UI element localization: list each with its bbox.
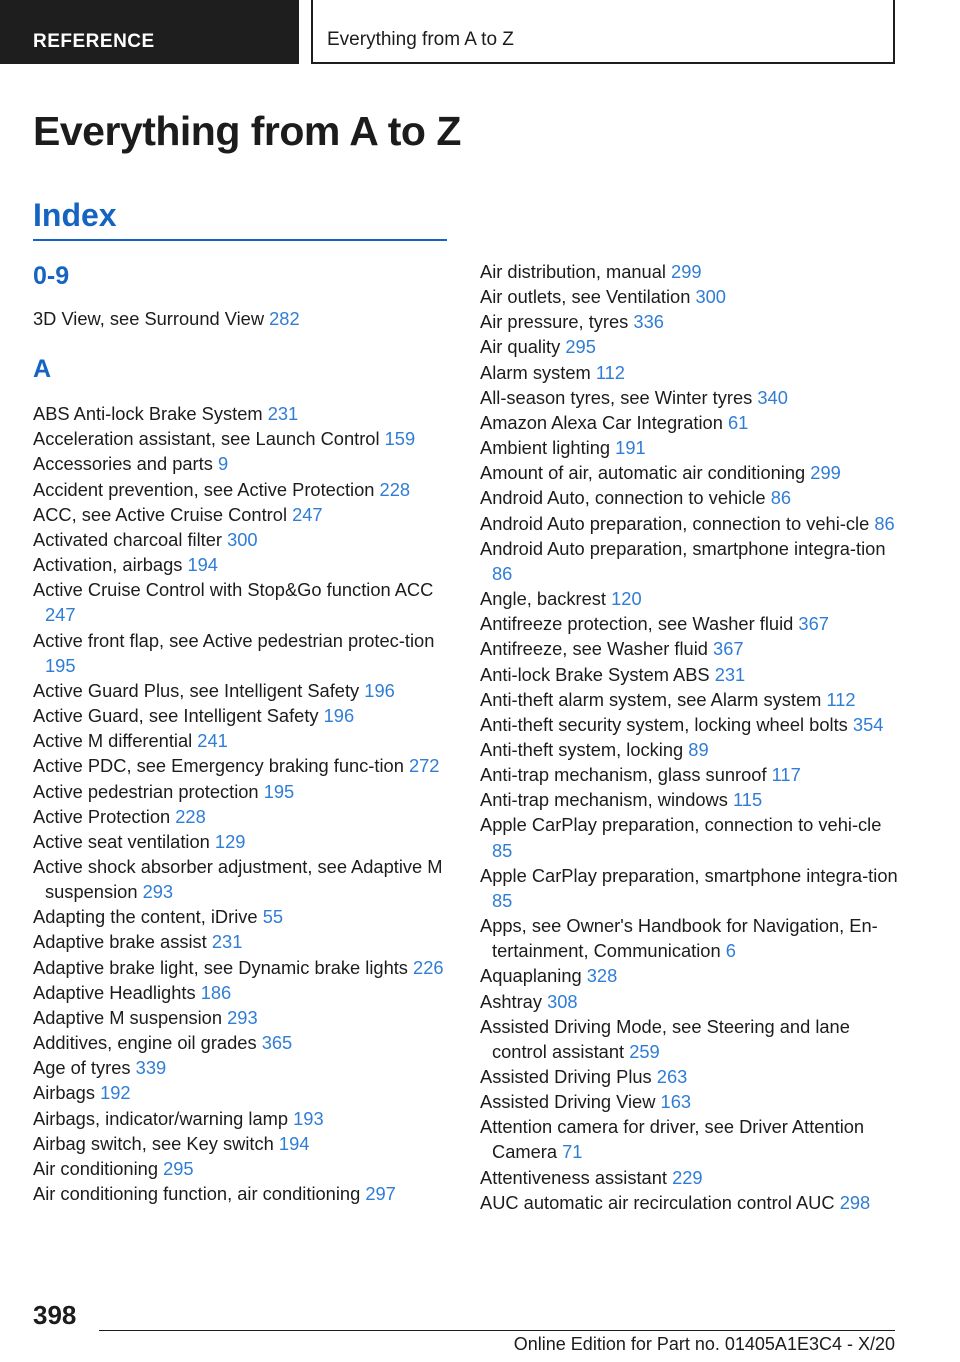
page-reference-link[interactable]: 241 xyxy=(197,730,228,752)
page-reference-link[interactable]: 365 xyxy=(261,1032,293,1054)
index-entry-text: Apple CarPlay preparation, connection to vehi-cle xyxy=(480,814,882,836)
index-entry-text: Active Protection xyxy=(33,805,171,827)
index-entry xyxy=(480,787,900,812)
page-reference-link[interactable]: 328 xyxy=(586,965,618,987)
page-title: Everything from A to Z xyxy=(33,108,461,154)
page-reference-link[interactable]: 298 xyxy=(839,1191,871,1213)
page-reference-link[interactable]: 192 xyxy=(100,1082,131,1104)
index-entry xyxy=(33,1156,453,1181)
index-entry xyxy=(480,485,900,510)
index-entry-text: Attention camera for driver, see Driver Attention Camera xyxy=(480,1116,865,1163)
index-entry xyxy=(33,1055,453,1080)
footer-divider xyxy=(99,1330,895,1331)
index-entry-text: Android Auto, connection to vehicle xyxy=(480,487,766,509)
index-entry xyxy=(33,703,453,728)
index-entry-text: Accident prevention, see Active Protection xyxy=(33,478,375,500)
index-entry-text: AUC automatic air recirculation control AUC xyxy=(480,1191,835,1213)
index-entry-text: Activation, airbags xyxy=(33,554,183,576)
index-entry xyxy=(480,863,900,913)
index-entry-text: Active front flap, see Active pedestrian protec-tion xyxy=(33,629,435,651)
page-reference-link[interactable]: 196 xyxy=(364,679,395,701)
index-entry-text: Air distribution, manual xyxy=(480,261,666,282)
index-entry xyxy=(33,728,453,753)
page-reference-link[interactable]: 9 xyxy=(217,453,229,475)
index-entry xyxy=(480,284,900,309)
index-entry-text: Antifreeze protection, see Washer fluid xyxy=(480,613,794,635)
page-reference-link[interactable]: 163 xyxy=(660,1091,692,1113)
section-title-index: Index xyxy=(33,197,117,233)
index-entry xyxy=(480,712,900,737)
index-entry xyxy=(480,1190,900,1215)
index-entry-text: Assisted Driving Mode, see Steering and lane control assistant xyxy=(480,1015,850,1062)
index-entry-text: Active M differential xyxy=(33,730,193,752)
index-entry-text: All-season tyres, see Winter tyres xyxy=(480,386,753,408)
index-entry-text: Angle, backrest xyxy=(480,588,607,610)
page-reference-link[interactable]: 308 xyxy=(547,990,578,1012)
page-reference-link[interactable]: 85 xyxy=(492,889,513,911)
page-reference-link[interactable]: 6 xyxy=(725,940,736,962)
index-entry xyxy=(33,804,453,829)
index-entry-text: Attentiveness assistant xyxy=(480,1166,667,1188)
index-entry-text: Active Guard Plus, see Intelligent Safety xyxy=(33,679,360,701)
index-entry xyxy=(33,552,453,577)
index-entry-text: Age of tyres xyxy=(33,1057,131,1079)
index-entry xyxy=(33,426,453,451)
section-divider xyxy=(33,239,447,241)
index-entry-text: Adaptive M suspension xyxy=(33,1006,223,1028)
index-entry xyxy=(33,1080,453,1105)
index-entry-text: Adaptive brake assist xyxy=(33,931,207,953)
index-entry xyxy=(480,737,900,762)
page-reference-link[interactable]: 71 xyxy=(562,1141,583,1163)
index-entry-text: Adapting the content, iDrive xyxy=(33,906,258,928)
index-entry xyxy=(480,360,900,385)
index-entry xyxy=(480,913,900,963)
index-entry-text: Active Cruise Control with Stop&Go function ACC xyxy=(33,579,434,601)
index-entry-text: Assisted Driving View xyxy=(480,1091,656,1113)
index-entry-text: Active PDC, see Emergency braking func-tion xyxy=(33,755,404,777)
index-entry-text: Ambient lighting xyxy=(480,437,611,459)
index-entry xyxy=(33,779,453,804)
index-entry xyxy=(480,1089,900,1114)
index-entry-text: Ashtray xyxy=(480,990,542,1012)
page-reference-link[interactable]: 299 xyxy=(810,462,841,484)
index-column-right xyxy=(480,259,900,1215)
index-entry xyxy=(33,1181,453,1206)
page-reference-link[interactable]: 295 xyxy=(565,336,596,358)
index-entry xyxy=(33,929,453,954)
index-entry-text: Alarm system xyxy=(480,361,591,383)
index-entry xyxy=(33,527,453,552)
index-entry xyxy=(480,1064,900,1089)
index-entry-text: Anti-theft system, locking xyxy=(480,738,684,760)
page-reference-link[interactable]: 120 xyxy=(611,588,642,610)
index-entry xyxy=(480,1114,900,1164)
index-entry-text: ACC, see Active Cruise Control xyxy=(33,503,287,525)
index-entry xyxy=(480,460,900,485)
index-entry-text: Airbags xyxy=(33,1082,95,1104)
index-entry xyxy=(480,511,900,536)
index-entry xyxy=(33,306,453,331)
page-reference-link[interactable]: 55 xyxy=(262,906,284,928)
index-entry-text: Active seat ventilation xyxy=(33,830,210,852)
index-entry xyxy=(33,829,453,854)
page-reference-link[interactable]: 129 xyxy=(214,830,246,852)
page-reference-link[interactable]: 228 xyxy=(379,478,411,500)
index-entry-text: Air conditioning function, air conditioning xyxy=(33,1183,361,1204)
page-reference-link[interactable]: 195 xyxy=(45,654,76,676)
page-reference-link[interactable]: 231 xyxy=(211,931,243,953)
index-entry-text: Airbag switch, see Key switch xyxy=(33,1132,274,1154)
index-entry-text: Active Guard, see Intelligent Safety xyxy=(33,705,319,727)
index-entry xyxy=(480,1014,900,1064)
index-entry-text: Antifreeze, see Washer fluid xyxy=(480,638,708,660)
index-entry xyxy=(33,502,453,527)
page-reference-link[interactable]: 231 xyxy=(267,403,299,425)
index-entry xyxy=(480,611,900,636)
index-entry xyxy=(33,678,453,703)
index-entry-text: Air conditioning xyxy=(33,1157,158,1179)
index-entry xyxy=(33,477,453,502)
index-entry-text: Adaptive brake light, see Dynamic brake lights xyxy=(33,956,408,978)
page-reference-link[interactable]: 263 xyxy=(656,1066,688,1087)
page-reference-link[interactable]: 195 xyxy=(263,780,295,802)
index-entry-text: Air pressure, tyres xyxy=(480,311,629,333)
index-entry-text: Acceleration assistant, see Launch Control xyxy=(33,428,380,450)
page-reference-link[interactable]: 191 xyxy=(615,437,646,459)
index-entry-text: Aquaplaning xyxy=(480,965,582,987)
index-entry-text: Android Auto preparation, smartphone integra-tion xyxy=(480,537,886,559)
page-reference-link[interactable]: 86 xyxy=(492,562,513,584)
index-entry-text: Air outlets, see Ventilation xyxy=(480,286,691,308)
page-reference-link[interactable]: 89 xyxy=(688,738,709,760)
index-entry-text: Accessories and parts xyxy=(33,453,213,475)
index-entry xyxy=(480,1165,900,1190)
index-entry xyxy=(33,401,453,426)
index-entry-text: Apps, see Owner's Handbook for Navigation, En-tertainment, Communication xyxy=(480,915,878,962)
index-entry xyxy=(33,904,453,929)
index-entry xyxy=(480,687,900,712)
page-reference-link[interactable]: 115 xyxy=(733,789,763,811)
page-reference-link[interactable]: 299 xyxy=(671,261,702,282)
index-entry-text: Assisted Driving Plus xyxy=(480,1066,652,1087)
page-reference-link[interactable]: 229 xyxy=(672,1166,703,1188)
index-column-left xyxy=(33,256,453,1206)
index-entry xyxy=(33,753,453,778)
page-reference-link[interactable]: 86 xyxy=(770,487,792,509)
index-entry-text: Amazon Alexa Car Integration xyxy=(480,411,723,433)
page-reference-link[interactable]: 228 xyxy=(175,805,206,827)
page-reference-link[interactable]: 282 xyxy=(269,308,300,329)
index-entry xyxy=(33,980,453,1005)
index-entry xyxy=(33,628,453,678)
index-entry xyxy=(480,989,900,1014)
page-reference-link[interactable]: 112 xyxy=(595,361,625,383)
page-reference-link[interactable]: 159 xyxy=(384,428,416,450)
page-reference-link[interactable]: 293 xyxy=(142,881,174,903)
index-entry-text: Apple CarPlay preparation, smartphone integra-tion xyxy=(480,864,898,886)
page-reference-link[interactable]: 336 xyxy=(633,311,664,333)
index-entry xyxy=(33,1005,453,1030)
page-reference-link[interactable]: 300 xyxy=(695,286,726,308)
index-entry-text: Anti-trap mechanism, glass sunroof xyxy=(480,764,767,786)
index-entry xyxy=(33,577,453,627)
page-reference-link[interactable]: 367 xyxy=(713,638,744,660)
page-reference-link[interactable]: 194 xyxy=(278,1132,310,1154)
index-entry-text: Anti-theft alarm system, see Alarm system xyxy=(480,688,822,710)
index-entry-text: Android Auto preparation, connection to vehi-cle xyxy=(480,512,870,534)
index-entry xyxy=(480,963,900,988)
index-entry xyxy=(33,1106,453,1131)
index-entry xyxy=(33,854,453,904)
index-group-letter: A xyxy=(33,355,52,384)
page-reference-link[interactable]: 300 xyxy=(227,528,258,550)
index-entry-text: Active shock absorber adjustment, see Adaptive M suspension xyxy=(33,855,443,903)
index-entry xyxy=(480,762,900,787)
page-reference-link[interactable]: 193 xyxy=(293,1107,324,1129)
index-entry-text: Airbags, indicator/warning lamp xyxy=(33,1107,289,1129)
index-entry xyxy=(480,812,900,862)
page-reference-link[interactable]: 61 xyxy=(727,411,749,433)
index-entry xyxy=(33,1030,453,1055)
index-entry xyxy=(480,586,900,611)
index-entry-text: Anti-theft security system, locking wheel bolts xyxy=(480,713,848,735)
index-entry-text: Additives, engine oil grades xyxy=(33,1032,257,1054)
index-entry-text: Activated charcoal filter xyxy=(33,528,222,550)
page-reference-link[interactable]: 259 xyxy=(629,1040,660,1062)
index-entry-text: 3D View, see Surround View xyxy=(33,308,265,329)
index-entry-text: Adaptive Headlights xyxy=(33,981,196,1003)
index-entry xyxy=(480,410,900,435)
page-reference-link[interactable]: 231 xyxy=(714,663,746,685)
page-reference-link[interactable]: 297 xyxy=(365,1183,396,1204)
index-entry xyxy=(33,1131,453,1156)
index-entry xyxy=(480,259,900,284)
page-reference-link[interactable]: 247 xyxy=(292,503,323,525)
index-entry xyxy=(480,636,900,661)
page-reference-link[interactable]: 226 xyxy=(413,956,444,978)
header-chapter-title: Everything from A to Z xyxy=(311,0,895,64)
page-reference-link[interactable]: 272 xyxy=(408,755,440,777)
index-entry xyxy=(480,334,900,359)
index-entry xyxy=(33,955,453,980)
index-entry xyxy=(480,435,900,460)
page-reference-link[interactable]: 340 xyxy=(757,386,788,408)
index-entry xyxy=(33,451,453,476)
page-reference-link[interactable]: 367 xyxy=(798,613,829,635)
header-tab-reference: REFERENCE xyxy=(0,0,299,64)
page-reference-link[interactable]: 112 xyxy=(826,688,856,710)
footer-edition-text: Online Edition for Part no. 01405A1E3C4 - X/20 xyxy=(513,1334,895,1354)
index-group-letter: 0-9 xyxy=(33,262,70,290)
index-entry xyxy=(480,662,900,687)
index-entry xyxy=(480,309,900,334)
index-entry-text: Anti-lock Brake System ABS xyxy=(480,663,710,685)
page-reference-link[interactable]: 85 xyxy=(492,839,513,861)
page-reference-link[interactable]: 247 xyxy=(45,604,76,626)
page-reference-link[interactable]: 196 xyxy=(323,705,355,727)
index-entry-text: ABS Anti-lock Brake System xyxy=(33,403,263,425)
page-reference-link[interactable]: 354 xyxy=(852,713,884,735)
page-reference-link[interactable]: 117 xyxy=(771,764,801,786)
index-entry xyxy=(480,536,900,586)
index-entry-text: Anti-trap mechanism, windows xyxy=(480,789,728,811)
page-reference-link[interactable]: 295 xyxy=(163,1157,194,1179)
page-reference-link[interactable]: 86 xyxy=(874,512,895,534)
page-reference-link[interactable]: 339 xyxy=(135,1057,167,1079)
page-reference-link[interactable]: 194 xyxy=(187,554,218,576)
index-entry-text: Amount of air, automatic air conditioning xyxy=(480,462,806,484)
index-entry-text: Active pedestrian protection xyxy=(33,780,259,802)
index-entry xyxy=(480,385,900,410)
page-number: 398 xyxy=(33,1300,77,1330)
page-reference-link[interactable]: 186 xyxy=(200,981,232,1003)
index-entry-text: Air quality xyxy=(480,336,561,358)
page-reference-link[interactable]: 293 xyxy=(227,1006,258,1028)
